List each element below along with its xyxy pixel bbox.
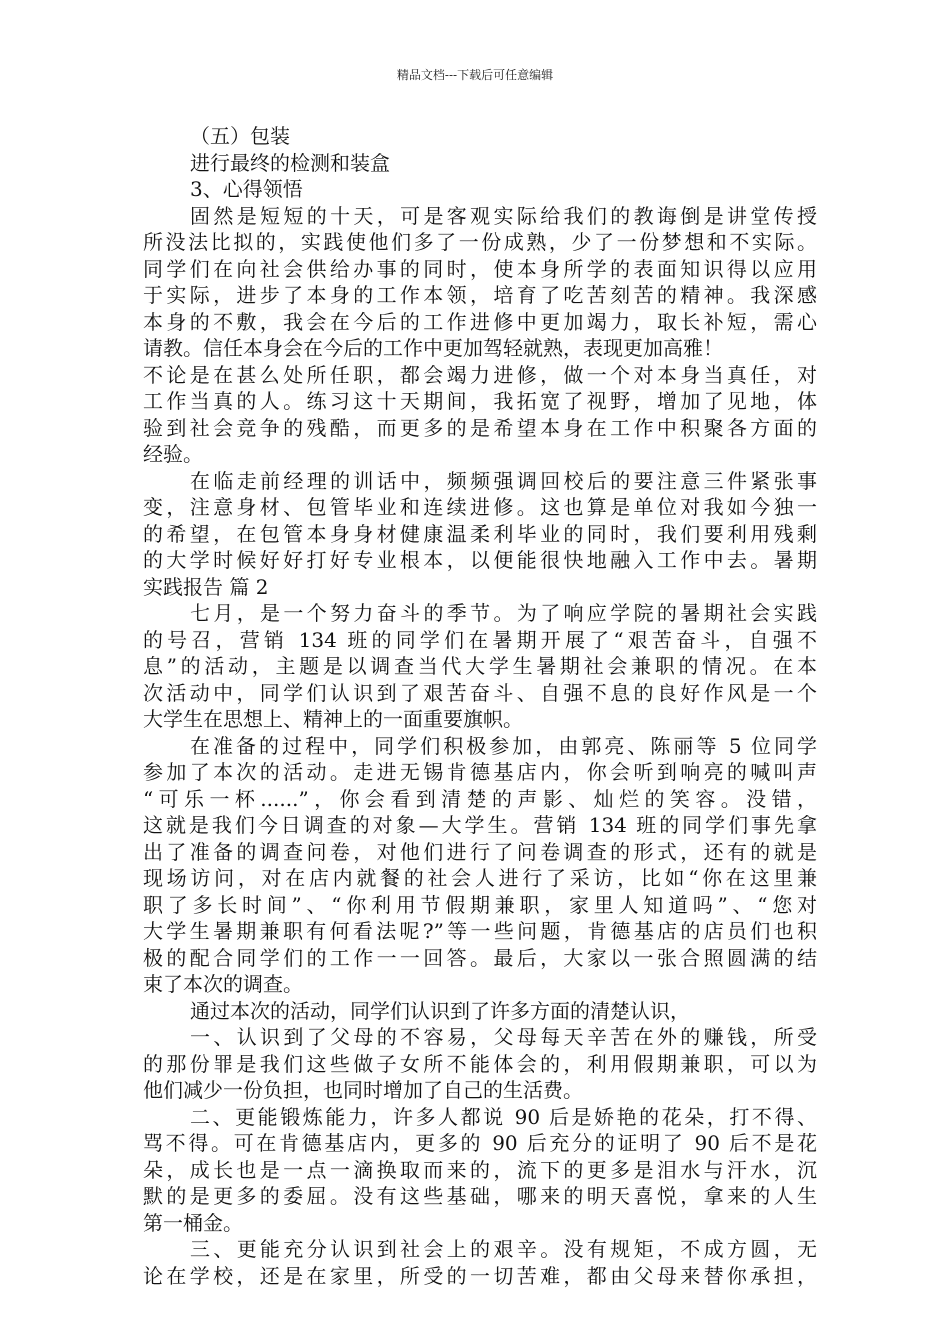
text-line: 二、更能锻炼能力，许多人都说 90 后是娇艳的花朵，打不得、	[190, 1104, 817, 1129]
document-body	[143, 123, 817, 1289]
text-line: 变，注意身材、包管毕业和连续进修。这也算是单位对我如今独一	[143, 495, 817, 519]
text-line: 出了准备的调查问卷，对他们进行了问卷调查的形式，还有的就是	[143, 839, 817, 864]
text-line: 大学生暑期兼职有何看法呢?”等一些问题，肯德基店的店员们也积	[143, 919, 817, 943]
text-line: 本身的不敷，我会在今后的工作进修中更加竭力，取长补短，需心	[143, 309, 817, 334]
text-line: 朵，成长也是一点一滴换取而来的，流下的更多是泪水与汗水，沉	[143, 1157, 817, 1182]
text-line: 在准备的过程中，同学们积极参加，由郭亮、陈丽等 5 位同学	[190, 733, 817, 758]
text-line: 固然是短短的十天，可是客观实际给我们的教诲倒是讲堂传授	[190, 203, 817, 228]
text-line: （五）包装	[190, 124, 290, 148]
text-line: 论在学校，还是在家里，所受的一切苦难，都由父母来替你承担，	[143, 1263, 817, 1288]
text-line: 骂不得。可在肯德基店内，更多的 90 后充分的证明了 90 后不是花	[143, 1131, 817, 1155]
text-line: 3、心得领悟	[190, 177, 303, 201]
text-line: “可乐一杯......”，你会看到清楚的声影、灿烂的笑容。没错，	[143, 786, 817, 811]
text-line: 三、更能充分认识到社会上的艰辛。没有规矩，不成方圆，无	[190, 1237, 817, 1261]
text-line: 请教。信任本身会在今后的工作中更加驾轻就熟，表现更加高雅！	[143, 336, 723, 360]
text-line: 现场访问，对在店内就餐的社会人进行了采访，比如“你在这里兼	[143, 866, 817, 890]
text-line: 息”的活动，主题是以调查当代大学生暑期社会兼职的情况。在本	[143, 654, 817, 678]
text-line: 这就是我们今日调查的对象—大学生。营销 134 班的同学们事先拿	[143, 813, 817, 837]
text-line: 极的配合同学们的工作一一回答。最后，大家以一张合照圆满的结	[143, 945, 817, 970]
text-line: 的希望，在包管本身身材健康温柔利毕业的同时，我们要利用残剩	[143, 521, 817, 546]
text-line: 的号召，营销 134 班的同学们在暑期开展了“艰苦奋斗，自强不	[143, 627, 817, 652]
text-line: 实践报告 篇 2	[143, 574, 269, 599]
text-line: 在临走前经理的训话中，频频强调回校后的要注意三件紧张事	[190, 468, 817, 493]
text-line: 的大学时候好好打好专业根本，以便能很快地融入工作中去。暑期	[143, 548, 817, 572]
text-line: 默的是更多的委屈。没有这些基础，哪来的明天喜悦，拿来的人生	[143, 1184, 817, 1208]
text-line: 他们减少一份负担，也同时增加了自己的生活费。	[143, 1078, 583, 1102]
text-line: 通过本次的活动，同学们认识到了许多方面的清楚认识，	[190, 998, 690, 1023]
text-line: 同学们在向社会供给办事的同时，使本身所学的表面知识得以应用	[143, 256, 817, 281]
page-header: 精品文档---下载后可任意编辑	[396, 68, 554, 82]
text-line: 职了多长时间”、“你利用节假期兼职，家里人知道吗”、“您对	[143, 892, 817, 917]
text-line: 不论是在甚么处所任职，都会竭力进修，做一个对本身当真任，对	[143, 362, 817, 387]
text-line: 所没法比拟的，实践使他们多了一份成熟，少了一份梦想和不实际。	[143, 230, 817, 254]
text-line: 次活动中，同学们认识到了艰苦奋斗、自强不息的良好作风是一个	[143, 680, 817, 705]
text-line: 大学生在思想上、精神上的一面重要旗帜。	[143, 707, 523, 731]
text-line: 于实际，进步了本身的工作本领，培育了吃苦刻苦的精神。我深感	[143, 283, 817, 307]
text-line: 参加了本次的活动。走进无锡肯德基店内，你会听到响亮的喊叫声	[143, 760, 817, 784]
text-line: 七月，是一个努力奋斗的季节。为了响应学院的暑期社会实践	[190, 601, 817, 625]
text-line: 一、认识到了父母的不容易，父母每天辛苦在外的赚钱，所受	[190, 1025, 817, 1049]
text-line: 经验。	[143, 442, 203, 466]
text-line: 第一桶金。	[143, 1210, 243, 1235]
text-line: 工作当真的人。练习这十天期间，我拓宽了视野，增加了见地，体	[143, 389, 817, 413]
text-line: 验到社会竞争的残酷，而更多的是希望本身在工作中积聚各方面的	[143, 415, 817, 440]
text-line: 束了本次的调查。	[143, 972, 303, 996]
text-line: 进行最终的检测和装盒	[190, 150, 390, 175]
text-line: 的那份罪是我们这些做子女所不能体会的，利用假期兼职，可以为	[143, 1051, 817, 1076]
